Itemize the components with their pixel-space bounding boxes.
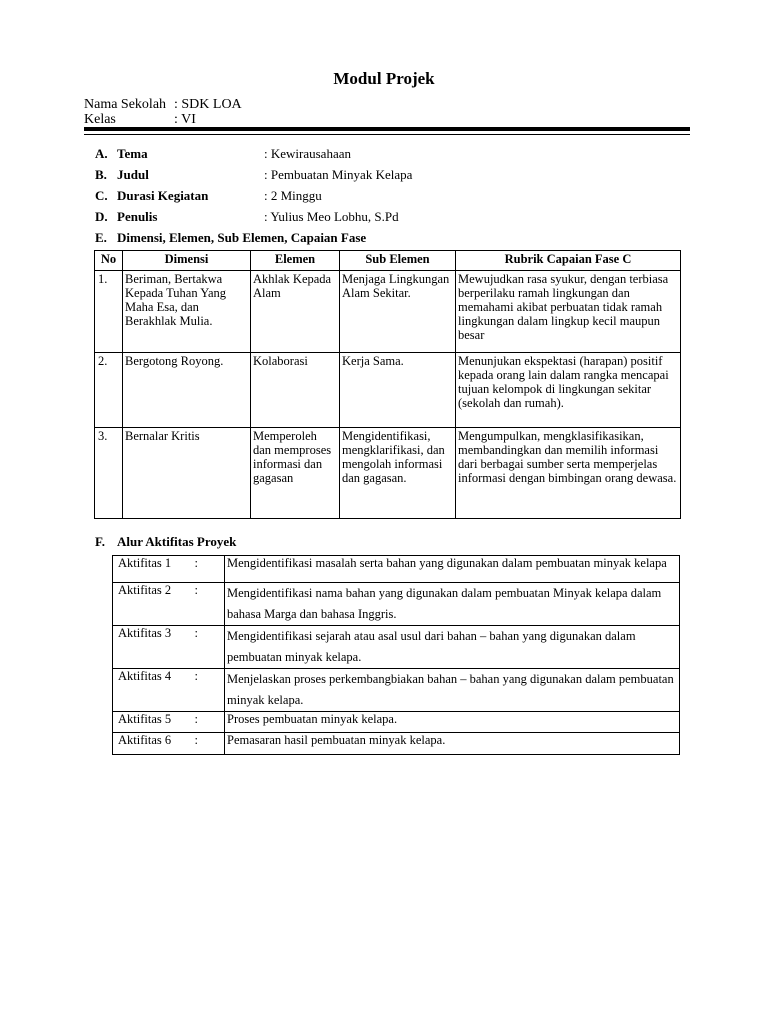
section-d-letter: D. xyxy=(95,209,108,224)
table-row xyxy=(95,271,681,353)
section-e-heading: Dimensi, Elemen, Sub Elemen, Capaian Fase xyxy=(117,230,367,245)
table-row xyxy=(113,712,680,733)
kelas-value: : VI xyxy=(174,112,196,127)
school-label: Nama Sekolah xyxy=(84,97,167,112)
cell-elemen: Kolaborasi xyxy=(251,353,340,428)
section-c-letter: C. xyxy=(95,188,108,203)
table-row xyxy=(113,556,680,583)
activity-colon: : xyxy=(193,583,225,626)
activity-table xyxy=(112,555,680,755)
kelas-line xyxy=(84,112,196,127)
cell-elemen: Akhlak Kepada Alam xyxy=(251,271,340,353)
section-b-letter: B. xyxy=(95,167,107,182)
header-thick-rule xyxy=(84,127,690,131)
cell-dimensi: Bernalar Kritis xyxy=(123,428,251,519)
section-b-key: Judul xyxy=(117,167,149,182)
cell-sub-elemen: Kerja Sama. xyxy=(340,353,456,428)
cell-no: 1. xyxy=(95,271,123,353)
cell-rubrik: Mengumpulkan, mengklasifikasikan, membandingkan dan memilih informasi dari berbagai sumber serta memperjelas informasi dengan bimbingan orang dewasa. xyxy=(456,428,681,519)
cell-dimensi: Bergotong Royong. xyxy=(123,353,251,428)
activity-description: Mengidentifikasi nama bahan yang digunakan dalam pembuatan Minyak kelapa dalam bahasa Marga dan bahasa Inggris. xyxy=(225,583,680,626)
section-a xyxy=(95,146,351,161)
section-a-key: Tema xyxy=(117,146,148,161)
section-f-letter: F. xyxy=(95,534,105,549)
activity-label: Aktifitas 2 xyxy=(113,583,193,626)
section-f xyxy=(95,534,236,549)
activity-description: Menjelaskan proses perkembangbiakan bahan – bahan yang digunakan dalam pembuatan minyak kelapa. xyxy=(225,669,680,712)
table-row xyxy=(113,669,680,712)
activity-description: Mengidentifikasi masalah serta bahan yang digunakan dalam pembuatan minyak kelapa xyxy=(225,556,680,583)
section-d xyxy=(95,209,399,224)
cell-no: 2. xyxy=(95,353,123,428)
table-row xyxy=(113,583,680,626)
activity-description: Pemasaran hasil pembuatan minyak kelapa. xyxy=(225,733,680,755)
table-row xyxy=(113,626,680,669)
section-c xyxy=(95,188,322,203)
cell-elemen: Memperoleh dan memproses informasi dan gagasan xyxy=(251,428,340,519)
section-c-value: : 2 Minggu xyxy=(264,188,322,203)
activity-colon: : xyxy=(193,626,225,669)
activity-label: Aktifitas 3 xyxy=(113,626,193,669)
school-line xyxy=(84,97,242,112)
section-e xyxy=(95,230,366,245)
cell-rubrik: Menunjukan ekspektasi (harapan) positif kepada orang lain dalam rangka mencapai tujuan kelompok di lingkungan sekitar (sekolah dan rumah). xyxy=(456,353,681,428)
section-e-letter: E. xyxy=(95,230,107,245)
col-header-no: No xyxy=(95,251,123,271)
activity-description: Mengidentifikasi sejarah atau asal usul dari bahan – bahan yang digunakan dalam pembuatan minyak kelapa. xyxy=(225,626,680,669)
activity-colon: : xyxy=(193,669,225,712)
col-header-elemen: Elemen xyxy=(251,251,340,271)
header-thin-rule xyxy=(84,134,690,135)
dimension-table xyxy=(94,250,681,519)
cell-dimensi: Beriman, Bertakwa Kepada Tuhan Yang Maha Esa, dan Berakhlak Mulia. xyxy=(123,271,251,353)
cell-sub-elemen: Mengidentifikasi, mengklarifikasi, dan mengolah informasi dan gagasan. xyxy=(340,428,456,519)
school-value: : SDK LOA xyxy=(174,97,242,112)
section-b xyxy=(95,167,412,182)
kelas-label: Kelas xyxy=(84,112,116,127)
section-d-key: Penulis xyxy=(117,209,158,224)
section-c-key: Durasi Kegiatan xyxy=(117,188,209,203)
activity-description: Proses pembuatan minyak kelapa. xyxy=(225,712,680,733)
table-row xyxy=(95,428,681,519)
table-row xyxy=(95,353,681,428)
cell-sub-elemen: Menjaga Lingkungan Alam Sekitar. xyxy=(340,271,456,353)
cell-no: 3. xyxy=(95,428,123,519)
section-a-letter: A. xyxy=(95,146,108,161)
activity-label: Aktifitas 5 xyxy=(113,712,193,733)
activity-label: Aktifitas 1 xyxy=(113,556,193,583)
section-f-heading: Alur Aktifitas Proyek xyxy=(117,534,237,549)
col-header-rubrik: Rubrik Capaian Fase C xyxy=(456,251,681,271)
document-title: Modul Projek xyxy=(333,69,435,88)
activity-label: Aktifitas 4 xyxy=(113,669,193,712)
activity-colon: : xyxy=(193,556,225,583)
cell-rubrik: Mewujudkan rasa syukur, dengan terbiasa berperilaku ramah lingkungan dan memahami akibat perbuatan tidak ramah lingkungan dalam lingkup kecil maupun besar xyxy=(456,271,681,353)
col-header-sub-elemen: Sub Elemen xyxy=(340,251,456,271)
dimension-table-header xyxy=(95,251,681,271)
activity-colon: : xyxy=(193,733,225,755)
section-a-value: : Kewirausahaan xyxy=(264,146,351,161)
section-d-value: : Yulius Meo Lobhu, S.Pd xyxy=(264,209,399,224)
activity-colon: : xyxy=(193,712,225,733)
activity-label: Aktifitas 6 xyxy=(113,733,193,755)
col-header-dimensi: Dimensi xyxy=(123,251,251,271)
section-b-value: : Pembuatan Minyak Kelapa xyxy=(264,167,413,182)
table-row xyxy=(113,733,680,755)
